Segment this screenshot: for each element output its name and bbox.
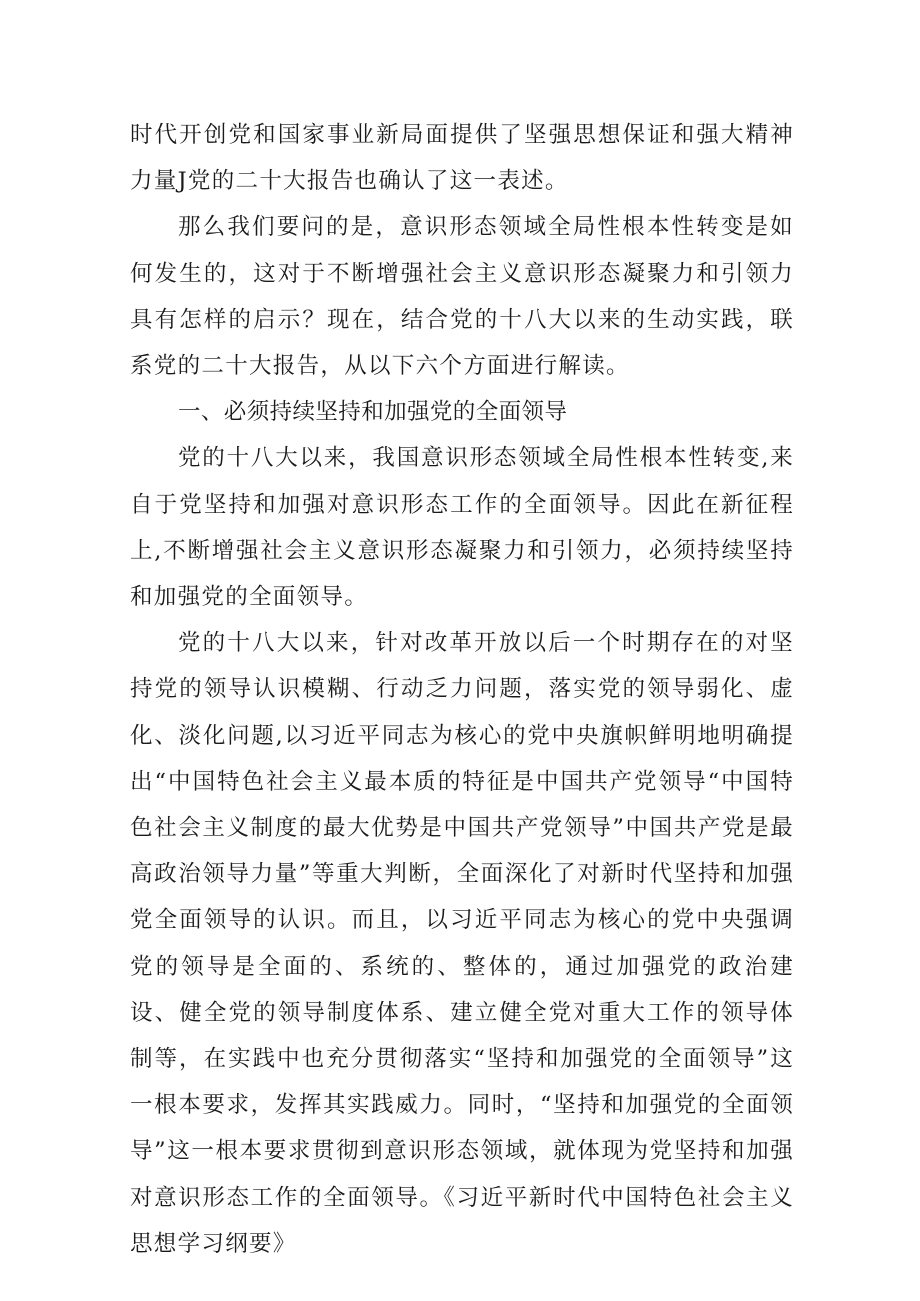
document-body <box>130 112 794 1267</box>
paragraph-body: 党的十八大以来，针对改革开放以后一个时期存在的对坚持党的领导认识模糊、行动乏力问题，落实党的领导弱化、虚化、淡化问题,以习近平同志为核心的党中央旗帜鲜明地明确提出“中国特色社会主义最本质的特征是中国共产党领导“中国特色社会主义制度的最大优势是中国共产党领导”中国共产党是最高政治领导力量”等重大判断，全面深化了对新时代坚持和加强党全面领导的认识。而且，以习近平同志为核心的党中央强调党的领导是全面的、系统的、整体的，通过加强党的政治建设、健全党的领导制度体系、建立健全党对重大工作的领导体制等，在实践中也充分贯彻落实“坚持和加强党的全面领导”这一根本要求，发挥其实践威力。同时，“坚持和加强党的全面领导”这一根本要求贯彻到意识形态领域，就体现为党坚持和加强对意识形态工作的全面领导。《习近平新时代中国特色社会主义思想学习纲要》 <box>130 630 794 1257</box>
paragraph-continuation: 时代开创党和国家事业新局面提供了坚强思想保证和强大精神力量J党的二十大报告也确认了这一表述。 <box>130 122 794 195</box>
paragraph-intro: 党的十八大以来，我国意识形态领域全局性根本性转变,来自于党坚持和加强对意识形态工作的全面领导。因此在新征程上,不断增强社会主义意识形态凝聚力和引领力，必须持续坚持和加强党的全面领导。 <box>130 445 794 611</box>
section-heading: 一、必须持续坚持和加强党的全面领导 <box>178 399 568 426</box>
paragraph-question: 那么我们要问的是，意识形态领域全局性根本性转变是如何发生的，这对于不断增强社会主义意识形态凝聚力和引领力具有怎样的启示？现在，结合党的十八大以来的生动实践，联系党的二十大报告，从以下六个方面进行解读。 <box>130 214 794 380</box>
